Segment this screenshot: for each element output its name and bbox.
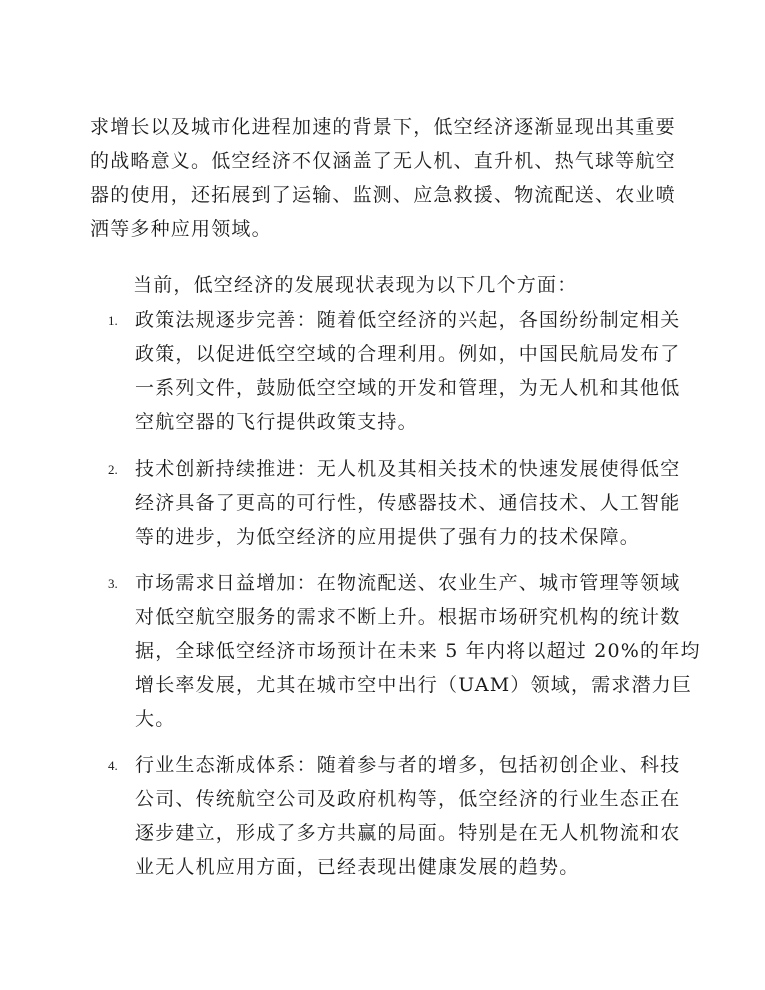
list-item-text [135,566,701,736]
lead-sentence: 当前，低空经济的发展现状表现为以下几个方面： [133,274,578,296]
intro-paragraph [90,110,680,246]
list-item-line: 公司、传统航空公司及政府机构等，低空经济的行业生态正在 [135,788,681,810]
list-item-line: 业无人机应用方面，已经表现出健康发展的趋势。 [135,856,580,878]
list-item-line: 据，全球低空经济市场预计在未来 5 年内将以超过 20%的年均 [135,640,701,662]
list-item-text [135,303,680,439]
list-item-line: 大。 [135,708,176,730]
list-item-number: 4. [108,758,118,773]
list-item-line: 增长率发展，尤其在城市空中出行（UAM）领域，需求潜力巨 [135,674,693,696]
list-item-line: 行业生态渐成体系：随着参与者的增多，包括初创企业、科技 [135,754,681,776]
list-item-line: 市场需求日益增加：在物流配送、农业生产、城市管理等领域 [135,572,681,594]
list-item-line: 逐步建立，形成了多方共赢的局面。特别是在无人机物流和农 [135,822,681,844]
list-item-number: 3. [108,576,118,591]
intro-line: 的战略意义。低空经济不仅涵盖了无人机、直升机、热气球等航空 [90,150,676,172]
list-item-line: 一系列文件，鼓励低空空域的开发和管理，为无人机和其他低 [135,377,681,399]
list-item-line: 经济具备了更高的可行性，传感器技术、通信技术、人工智能 [135,492,681,514]
intro-line: 洒等多种应用领域。 [90,218,272,240]
intro-line: 器的使用，还拓展到了运输、监测、应急救援、物流配送、农业喷 [90,184,676,206]
list-item-text [135,748,680,884]
list-item-line: 政策，以促进低空空域的合理利用。例如，中国民航局发布了 [135,343,681,365]
list-item-line: 政策法规逐步完善：随着低空经济的兴起，各国纷纷制定相关 [135,309,681,331]
list-item-number: 1. [108,313,118,328]
list-item-line: 等的进步，为低空经济的应用提供了强有力的技术保障。 [135,526,641,548]
list-item-line: 空航空器的飞行提供政策支持。 [135,411,418,433]
list-item-text [135,452,680,554]
intro-line: 求增长以及城市化进程加速的背景下，低空经济逐渐显现出其重要 [90,116,676,138]
list-item-number: 2. [108,462,118,477]
list-item-line: 对低空航空服务的需求不断上升。根据市场研究机构的统计数 [135,606,681,628]
list-item-line: 技术创新持续推进：无人机及其相关技术的快速发展使得低空 [135,458,681,480]
